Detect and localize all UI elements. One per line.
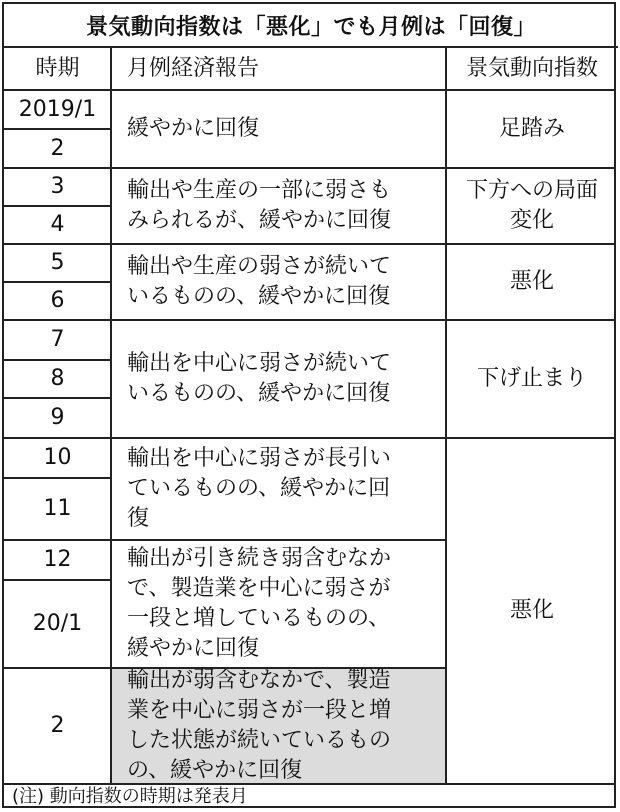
row-divider <box>4 281 111 283</box>
report-cell: 緩やかに回復 <box>127 116 260 141</box>
row-divider <box>4 437 614 439</box>
period-cell: 2019/1 <box>18 96 97 122</box>
period-cell: 12 <box>43 547 72 572</box>
index-cell: 足踏み <box>498 116 565 141</box>
index-cell: 下方への局面 変化 <box>465 178 598 233</box>
row-divider <box>4 579 111 581</box>
period-cell: 2 <box>50 135 65 161</box>
period-cell: 9 <box>50 405 65 430</box>
period-cell: 4 <box>50 212 65 237</box>
header-period: 時期 <box>35 56 80 81</box>
report-cell: 輸出が引き続き弱含むなか で、製造業を中心に弱さが 一段と増しているものの、 緩やかに回復 <box>127 546 392 661</box>
period-cell: 20/1 <box>32 611 83 636</box>
index-cell: 悪化 <box>509 269 554 294</box>
header-report: 月例経済報告 <box>127 56 260 81</box>
period-cell: 3 <box>50 174 65 199</box>
header-index: 景気動向指数 <box>465 56 598 81</box>
report-cell: 輸出や生産の一部に弱さも みられるが、緩やかに回復 <box>127 178 392 233</box>
row-divider <box>4 397 111 399</box>
period-cell: 7 <box>50 327 65 352</box>
row-divider <box>4 205 111 207</box>
footnote: (注) 動向指数の時期は発表月 <box>12 786 248 807</box>
column-divider <box>110 48 112 784</box>
index-cell: 下げ止まり <box>476 366 587 391</box>
row-divider <box>4 359 111 361</box>
row-divider <box>4 539 446 541</box>
row-divider <box>4 667 446 669</box>
table-frame <box>2 2 616 808</box>
column-divider <box>445 48 447 784</box>
row-divider <box>4 89 614 91</box>
period-cell: 5 <box>50 250 65 275</box>
period-cell: 2 <box>50 713 65 738</box>
row-divider <box>4 319 614 321</box>
table-title: 景気動向指数は「悪化」でも月例は「回復」 <box>4 4 618 48</box>
row-divider <box>4 783 614 785</box>
index-cell: 悪化 <box>509 598 554 623</box>
period-cell: 11 <box>43 496 72 521</box>
report-cell: 輸出や生産の弱さが続いて いるものの、緩やかに回復 <box>127 254 392 309</box>
row-divider <box>4 477 111 479</box>
report-cell: 輸出を中心に弱さが長引い ているものの、緩やかに回 復 <box>127 446 392 531</box>
row-divider <box>4 243 614 245</box>
period-cell: 10 <box>43 445 72 470</box>
row-divider <box>4 128 111 130</box>
row-divider <box>4 167 614 169</box>
report-cell: 輸出を中心に弱さが続いて いるものの、緩やかに回復 <box>127 351 392 406</box>
period-cell: 6 <box>50 288 65 313</box>
report-cell-highlighted: 輸出が弱含むなかで、製造 業を中心に弱さが一段と増 した状態が続いているもの の、緩やかに回復 <box>111 668 446 784</box>
period-cell: 8 <box>50 366 65 391</box>
